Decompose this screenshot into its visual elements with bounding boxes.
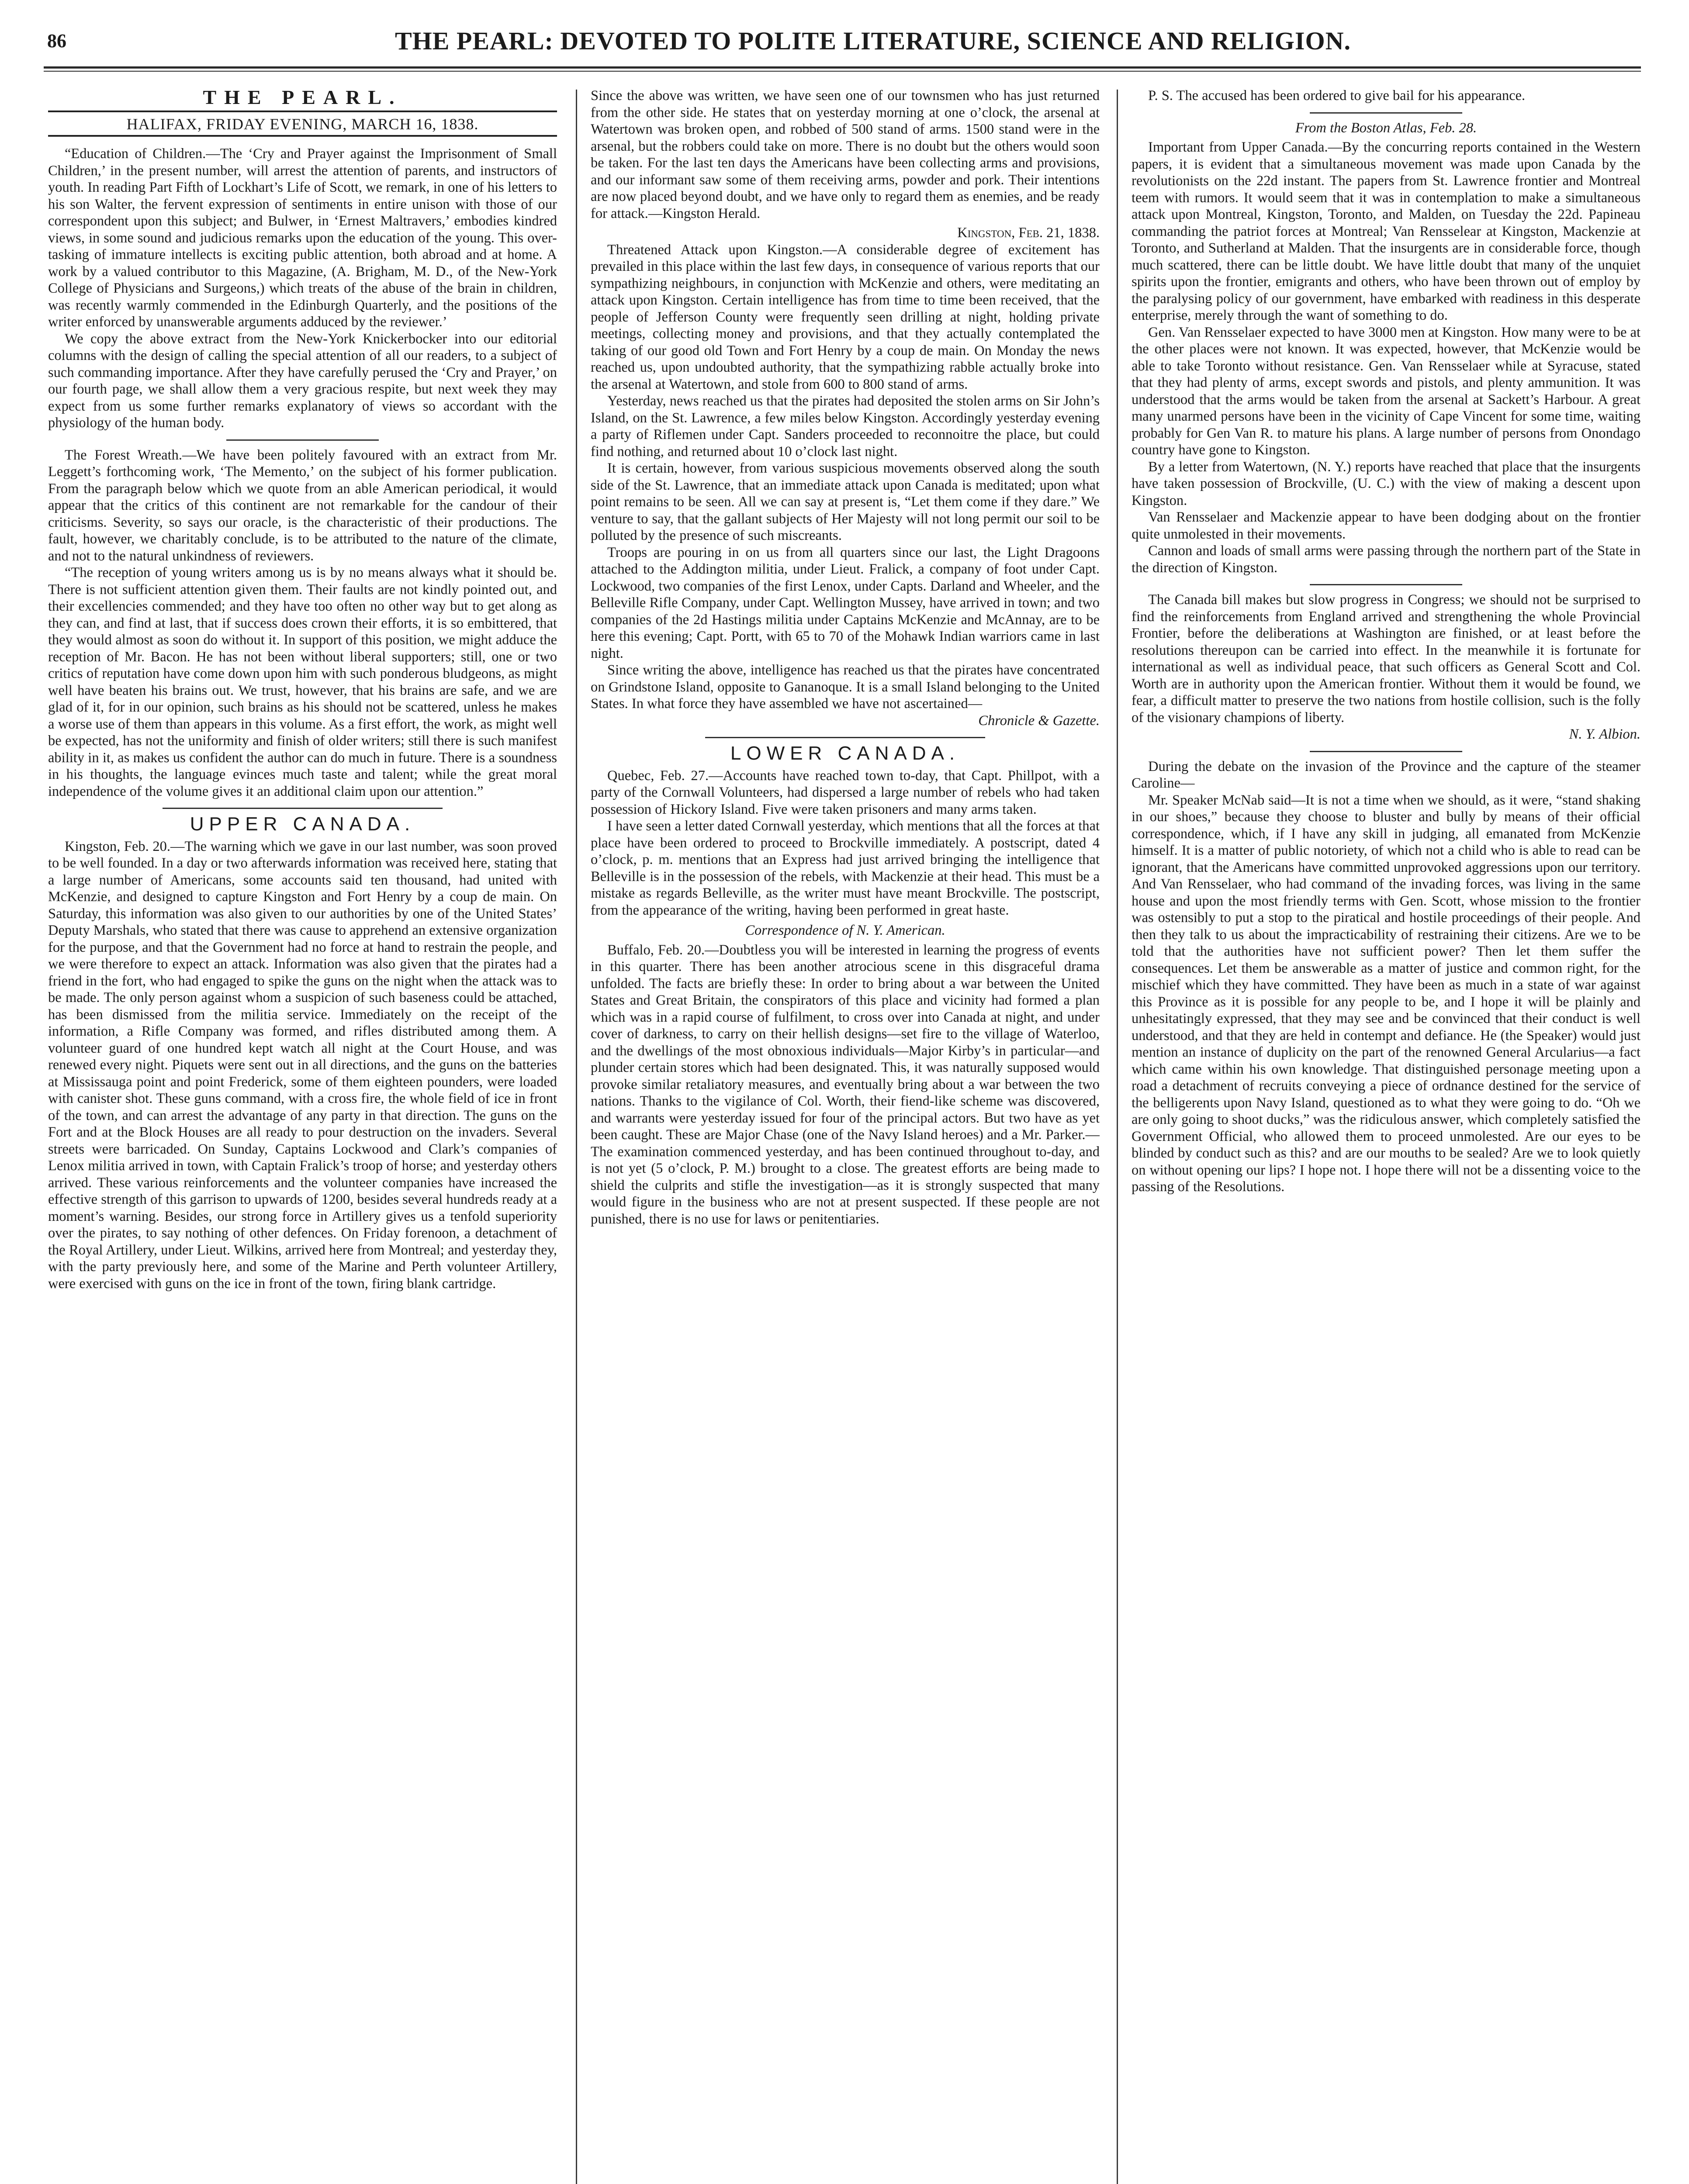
article-paragraph: P. S. The accused has been ordered to give bail for his appearance. bbox=[1148, 88, 1526, 104]
article-paragraph: The Canada bill makes but slow progress in Congress; we should not be surprised to find the reinforcements from England arrived and strengthening the whole Provincial Frontier, before the deliberations at Washington are finished, or at least before the resolutions thereupon can be carried into effect. In the meanwhile it is fortunate for international as well as individual peace, that such officers as General Scott and Col. Worth are in authority upon the American frontier. Without them it would be found, we fear, a difficult matter to preserve the two nations from hostile collision, such is the folly of the visionary champions of liberty. bbox=[1132, 592, 1641, 726]
column-3 bbox=[1132, 87, 1641, 2184]
article-paragraph: “The reception of young writers among us is by no means always what it should be. There is not sufficient attention given them. Their faults are not kindly pointed out, and their excellencies commended; and they have too often no other way but to get along as they can, and find at last, that if success does crown their efforts, it is so embittered, that they would almost as soon do without it. In support of this position, we might adduce the reception of Mr. Bacon. He has not been without liberal supporters; still, one or two critics of reputation have come down upon him with such ponderous bludgeons, as might well have beaten his brains out. We trust, however, that his brains are safe, and we are glad of it, for in our opinion, such brains as his should not be scattered, unless he makes a worse use of them than appears in this volume. As a first effort, the work, as might well be expected, has not the uniformity and finish of older writers; still there is such manifest ability in it, as makes us confident the author can do much in future. There is a soundness in his thoughts, the language evinces much taste and talent; while the great moral independence of the volume gives it an additional claim upon our attention.” bbox=[48, 565, 557, 799]
page-number: 86 bbox=[47, 30, 66, 52]
article-paragraph: Kingston, Feb. 20.—The warning which we gave in our last number, was soon proved to be well founded. In a day or two afterwards information was received here, stating that a large number of Americans, some accounts said ten thousand, had united with McKenzie, and designed to capture Kingston and Fort Henry by a coup de main. On Saturday, this information was also given to our authorities by one of the United States’ Deputy Marshals, who stated that there was cause to apprehend an extensive organization for the purpose, and that the Government had no force at hand to restrain the people, and we were therefore to expect an attack. Information was also given that the pirates had a friend in the fort, who had engaged to spike the guns on the night when the attack was to be made. The only person against whom a suspicion of such baseness could be attached, has been dismissed from the militia service. Immediately on the receipt of the information, a Rifle Company was formed, and rifles distributed among them. A volunteer guard of one hundred kept watch all night at the Court House, and was renewed every night. Piquets were sent out in all directions, and the guns on the batteries at Mississauga point and point Frederick, some of them eighteen pounders, were loaded with canister shot. These guns command, with a cross fire, the whole field of ice in front of the town, and can arrest the advantage of any party in that direction. The guns on the Fort and at the Block Houses are all ready to pour destruction on the invaders. Several streets were barricaded. On Sunday, Captains Lockwood and Clark’s companies of Lenox militia arrived in town, with Captain Fralick’s troop of horse; and yesterday others arrived. These various reinforcements and the volunteer companies have increased the effective strength of this garrison to upwards of 1200, besides several hundreds ready at a moment’s warning. Besides, our strong force in Artillery gives us a tenfold superiority over the pirates, to say nothing of other defences. On Friday forenoon, a detachment of the Royal Artillery, under Lieut. Wilkins, arrived here from Montreal; and yesterday they, with the party previously here, and some of the Marine and Perth volunteer Artillery, were exercised with guns on the ice in front of the town, firing blank cartridge. bbox=[48, 838, 557, 1292]
header-rule bbox=[44, 66, 1641, 69]
masthead-dateline: HALIFAX, FRIDAY EVENING, MARCH 16, 1838. bbox=[48, 111, 557, 137]
article-paragraph: By a letter from Watertown, (N. Y.) reports have reached that place that the insurgents have taken possession of Brockville, (U. C.) with the view of making a descent upon Kingston. bbox=[1132, 459, 1641, 508]
article-source: Correspondence of N. Y. American. bbox=[745, 923, 945, 938]
article-source: From the Boston Atlas, Feb. 28. bbox=[1295, 120, 1477, 136]
separator-rule bbox=[705, 737, 985, 738]
column-1 bbox=[48, 87, 557, 2184]
article-paragraph: Mr. Speaker McNab said—It is not a time when we should, as it were, “stand shaking in our shoes,” because they choose to bluster and bully by means of their official correspondence, which, if I have any skill in judging, all emanated from McKenzie himself. It is a matter of public notoriety, of which not a child who is able to read can be ignorant, that the Americans have committed unprovoked aggressions upon our territory. And Van Rensselaer, who had command of the invading forces, was living in the same house and upon the most friendly terms with Gen. Scott, whose mission to the frontier was ostensibly to put a stop to the piratical and hostile proceedings of their people. And then they talk to us about the impracticability of restraining their citizens. Are we to be told that the authorities have not sufficient power? Then let them suffer the consequences. Let them be answerable as a matter of justice and common right, for the mischief which they have committed. They have been as much in a state of war against this Province as it is possible for any people to be, and I hope it will be plainly and unhesitatingly expressed, that they may see and be convinced that their conduct is well understood, and that they are held in contempt and defiance. He (the Speaker) would just mention an instance of duplicity on the part of the renowned General Arcularius—a fact which came within his own knowledge. That distinguished personage meeting upon a road a detachment of recruits conveying a piece of ordnance destined for the service of the belligerents upon Navy Island, questioned as to what they were going to do. “Oh we are only going to shoot ducks,” was the ridiculous answer, which completely satisfied the Government Official, who allowed them to proceed unmolested. Are our eyes to be blinded by conduct such as this? and are our mouths to be sealed? Are we to look quietly on without opening our lips? I hope not. I hope there will not be a dissenting voice to the passing of the Resolutions. bbox=[1132, 792, 1641, 1195]
section-heading-lower-canada: LOWER CANADA. bbox=[730, 743, 960, 764]
article-paragraph: Van Rensselaer and Mackenzie appear to have been dodging about on the frontier quite unmolested in their movements. bbox=[1132, 509, 1641, 542]
separator-rule bbox=[226, 439, 379, 441]
article-paragraph: We copy the above extract from the New-York Knickerbocker into our editorial columns with the design of calling the special attention of all our readers, to a subject of such commanding importance. After they have carefully perused the ‘Cry and Prayer,’ on our fourth page, we shall allow them a very gracious respite, but next week they may expect from us some further remarks explanatory of views so accordant with the physiology of the human body. bbox=[48, 331, 557, 431]
article-paragraph: Yesterday, news reached us that the pirates had deposited the stolen arms on Sir John’s Island, on the St. Lawrence, a few miles below Kingston. Accordingly yesterday evening a party of Riflemen under Capt. Sanders proceeded to reconnoitre the place, but could find nothing, and returned about 10 o’clock last night. bbox=[591, 393, 1100, 460]
article-source: N. Y. Albion. bbox=[1569, 726, 1641, 742]
article-paragraph: Troops are pouring in on us from all quarters since our last, the Light Dragoons attached to the Addington militia, under Lieut. Fralick, a company of foot under Capt. Lockwood, two companies of the first Lenox, under Capts. Darland and Wheeler, and the Belleville Rifle Company, under Capt. Wellington Mussey, have arrived in town; and two companies of the 2d Hastings militia under Captains McKenzie and McAnnay, are to be here this evening; Capt. Portt, with 65 to 70 of the Mohawk Indian warriors came in last night. bbox=[591, 544, 1100, 661]
column-2 bbox=[591, 87, 1100, 2184]
separator-rule bbox=[163, 808, 443, 809]
section-heading-upper-canada: UPPER CANADA. bbox=[190, 813, 415, 835]
article-paragraph: Gen. Van Rensselaer expected to have 3000 men at Kingston. How many were to be at the other places were not known. It was expected, however, that McKenzie would be able to take Toronto without resistance. Gen. Van Rensselaer while at Syracuse, stated that they had plenty of arms, except swords and pistols, and plenty ammunition. It was understood that the arms would be taken from the arsenal at Sackett’s Harbour. A great many unarmed persons have been in the vicinity of Cape Vincent for some time, waiting probably for Gen Van R. to mature his plans. A large number of persons from Onondago country have gone to Kingston. bbox=[1132, 324, 1641, 458]
article-paragraph: Since writing the above, intelligence has reached us that the pirates have concentrated on Grindstone Island, opposite to Gananoque. It is a small Island belonging to the United States. In what force they have assembled we have not ascertained— bbox=[591, 662, 1100, 712]
separator-rule bbox=[1310, 112, 1463, 114]
separator-rule bbox=[1310, 751, 1463, 752]
masthead-title: THE PEARL. bbox=[203, 87, 402, 108]
article-paragraph: Buffalo, Feb. 20.—Doubtless you will be interested in learning the progress of events in this quarter. There has been another atrocious scene in this disgraceful drama unfolded. The facts are briefly these: In order to bring about a war between the United States and Great Britain, the conspirators of this place and vicinity had formed a plan which was in a rapid course of fulfilment, to cross over into Canada at night, and under cover of darkness, to carry on their hellish designs—set fire to the village of Waterloo, and the dwellings of the most obnoxious individuals—Major Kirby’s in particular—and plunder certain stores which had been designated. This, it was naturally supposed would provoke similar retaliatory measures, and eventually bring about a war between the two nations. Thanks to the vigilance of Col. Worth, their fiend-like scheme was discovered, and warrants were yesterday issued for four of the principal actors. But two have as yet been caught. These are Major Chase (one of the Navy Island heroes) and a Mr. Parker.—The examination commenced yesterday, and has been continued throughout to-day, and is not yet (5 o’clock, P. M.) brought to a close. The greatest efforts are being made to shield the culprits and stifle the investigation—as it is strongly suspected that many would figure in the business who are not at present suspected. If these people are not punished, there is no use for laws or penitentiaries. bbox=[591, 942, 1100, 1227]
article-paragraph: During the debate on the invasion of the Province and the capture of the steamer Caroline— bbox=[1132, 758, 1641, 791]
article-paragraph: Cannon and loads of small arms were passing through the northern part of the State in the direction of Kingston. bbox=[1132, 543, 1641, 576]
article-paragraph: Quebec, Feb. 27.—Accounts have reached town to-day, that Capt. Phillpot, with a party of the Cornwall Volunteers, had dispersed a large number of rebels who had taken possession of Hickory Island. Five were taken prisoners and many arms taken. bbox=[591, 767, 1100, 817]
article-paragraph: It is certain, however, from various suspicious movements observed along the south side of the St. Lawrence, that an immediate attack upon Canada is meditated; upon what point remains to be seen. All we can say at present is, “Let them come if they dare.” We venture to say, that the gallant subjects of Her Majesty will not long permit our soil to be polluted by the presence of such miscreants. bbox=[591, 460, 1100, 543]
column-rule bbox=[576, 90, 577, 2184]
column-rule bbox=[1117, 90, 1118, 2184]
article-dateline: Kingston, Feb. 21, 1838. bbox=[957, 225, 1100, 241]
article-paragraph: Threatened Attack upon Kingston.—A considerable degree of excitement has prevailed in this place within the last few days, in consequence of various reports that our sympathizing neighbours, in conjunction with McKenzie and others, were meditating an attack upon Kingston. Certain intelligence has from time to time been received, that the people of Jefferson County were frequently seen drilling at night, holding private meetings, collecting money and provisions, and that they actually contemplated the taking of our good old Town and Fort Henry by a coup de main. On Monday the news reached us, upon undoubted authority, that the sympathizing rabble actually broke into the arsenal at Watertown, and stole from 600 to 800 stand of arms. bbox=[591, 242, 1100, 392]
article-paragraph: The Forest Wreath.—We have been politely favoured with an extract from Mr. Leggett’s forthcoming work, ‘The Memento,’ on the subject of his former publication. From the paragraph below which we quote from an able American periodical, it would appear that the critics of this continent are not remarkable for the candour of their criticisms. Severity, so says our oracle, is the characteristic of their productions. The fault, however, we charitably conclude, is to be attributed to the nature of the climate, and not to the natural unkindness of reviewers. bbox=[48, 447, 557, 564]
article-source: Chronicle & Gazette. bbox=[978, 712, 1100, 729]
separator-rule bbox=[1310, 584, 1463, 585]
article-paragraph: “Education of Children.—The ‘Cry and Prayer against the Imprisonment of Small Children,’ in the present number, will arrest the attention of parents, and instructors of youth. In reading Part Fifth of Lockhart’s Life of Scott, we remark, in one of his letters to his son Walter, the fervent expression of sentiments in entire unison with those of our correspondent upon this subject; and Bulwer, in ‘Ernest Maltravers,’ embodies kindred views, in some sound and judicious remarks upon the education of the young. This over-tasking of immature intellects is exciting public attention, both abroad and at home. A work by a valued contributor to this Magazine, (A. Brigham, M. D., of the New-York College of Physicians and Surgeons,) which treats of the abuse of the brain in children, was recently warmly commended in the Edinburgh Quarterly, and the positions of the writer enforced by unanswerable arguments adduced by the reviewer.’ bbox=[48, 146, 557, 330]
article-paragraph: Important from Upper Canada.—By the concurring reports contained in the Western papers, it is evident that a simultaneous movement was made upon Canada by the revolutionists on the 22d instant. The papers from St. Lawrence frontier and Montreal teem with rumors. It would seem that it was in contemplation to make a simultaneous attack upon Montreal, Kingston, Toronto, and Malden, on Tuesday the 22d. Papineau commanding the patriot forces at Montreal; Van Rensselear at Kingston, Mackenzie at Toronto, and Sutherland at Malden. That the insurgents are in considerable force, though much scattered, there can be little doubt. We have little doubt that many of the unquiet spirits upon the frontier, emigrants and others, who have been thrown out of employ by the paralysing policy of our government, have embarked with readiness in this desperate enterprise, merely through the want of something to do. bbox=[1132, 139, 1641, 323]
article-paragraph: Since the above was written, we have seen one of our townsmen who has just returned from the other side. He states that on yesterday morning at one o’clock, the arsenal at Watertown was broken open, and robbed of 500 stand of arms. 1500 stand were in the arsenal, but the robbers could take on more. There is no doubt but the others would soon be taken. For the last ten days the Americans have been collecting arms and provisions, and our informant saw some of them receiving arms, powder and pork. Their intentions are now placed beyond doubt, and we have only to regard them as enemies, and be ready for attack.—Kingston Herald. bbox=[591, 88, 1100, 221]
running-head: THE PEARL: DEVOTED TO POLITE LITERATURE, SCIENCE AND RELIGION. bbox=[395, 27, 1351, 55]
article-paragraph: I have seen a letter dated Cornwall yesterday, which mentions that all the forces at that place have been ordered to proceed to Brockville immediately. A postscript, dated 4 o’clock, p. m. mentions that an Express had just arrived bringing the intelligence that Belleville is in the possession of the rebels, with Mackenzie at their head. This must be a mistake as regards Belleville, as the writer must have meant Brockville. The postscript, from the appearance of the writing, having been performed in great haste. bbox=[591, 818, 1100, 918]
header-rule-thin bbox=[44, 71, 1641, 72]
